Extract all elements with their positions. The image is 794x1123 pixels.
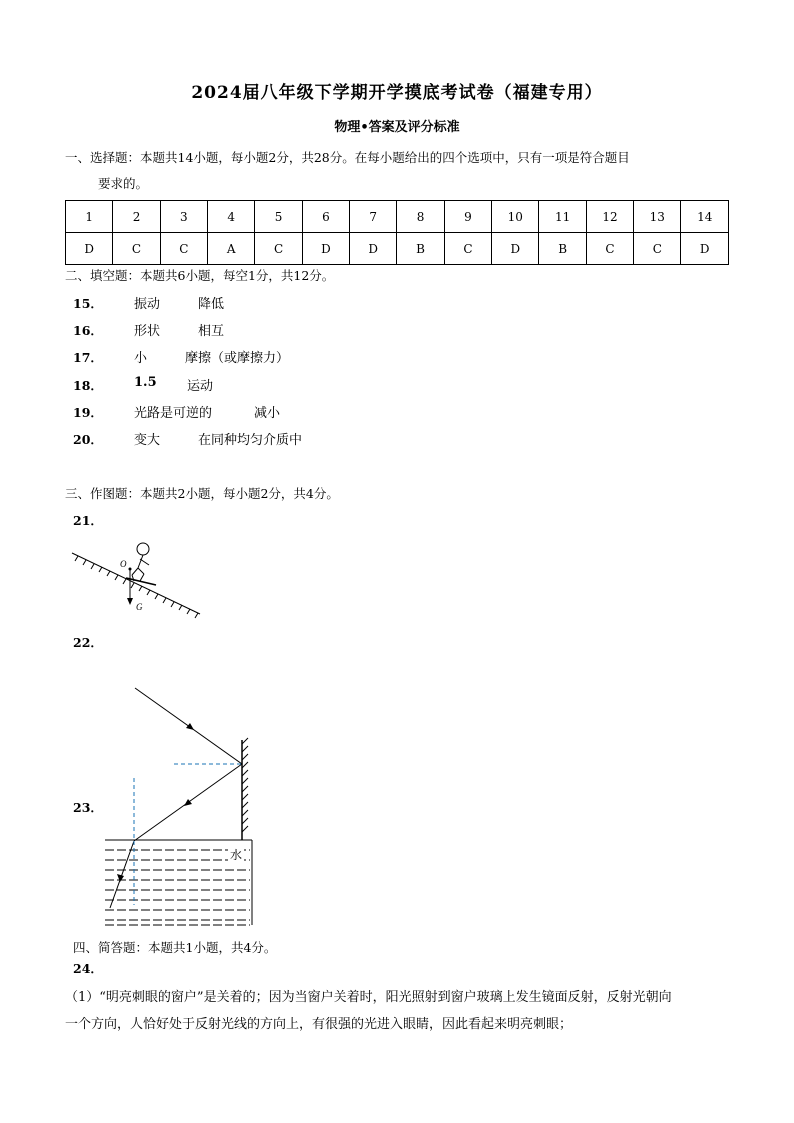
table-cell-number: 7 bbox=[350, 201, 397, 233]
section1-header: 一、选择题：本题共14小题，每小题2分，共28分。在每小题给出的四个选项中，只有一项是符合题目 bbox=[65, 150, 630, 165]
q17-answer-b: 摩擦（或摩擦力） bbox=[185, 351, 290, 366]
label-o: O bbox=[120, 559, 127, 569]
table-cell-answer: D bbox=[66, 233, 113, 265]
q16-answer-a: 形状 bbox=[134, 324, 161, 339]
q21-number: 21． bbox=[73, 513, 103, 528]
q19-answer-a: 光路是可逆的 bbox=[134, 406, 213, 421]
section3-header: 三、作图题：本题共2小题，每小题2分，共4分。 bbox=[65, 486, 339, 501]
table-cell-number: 4 bbox=[208, 201, 255, 233]
q20-answer-b: 在同种均匀介质中 bbox=[198, 433, 303, 448]
q22-q23-diagram bbox=[100, 680, 260, 930]
refracted-ray bbox=[110, 841, 134, 908]
q16-answer-b: 相互 bbox=[198, 324, 225, 339]
q24-answer-line2: 一个方向，人恰好处于反射光线的方向上，有很强的光进入眼睛，因此看起来明亮刺眼； bbox=[65, 1017, 573, 1032]
label-g: G bbox=[136, 602, 143, 612]
incident-arrow-icon bbox=[186, 723, 194, 730]
normal-lines bbox=[134, 764, 242, 905]
q20-number: 20． bbox=[73, 432, 103, 447]
table-cell-number: 6 bbox=[302, 201, 349, 233]
q17-number: 17． bbox=[73, 350, 103, 365]
table-cell-number: 2 bbox=[113, 201, 160, 233]
table-cell-answer: A bbox=[208, 233, 255, 265]
page-subtitle: 物理•答案及评分标准 bbox=[334, 120, 460, 135]
q15-answer-b: 降低 bbox=[198, 297, 225, 312]
page-title: 2024届八年级下学期开学摸底考试卷（福建专用） bbox=[191, 83, 603, 103]
q19-number: 19． bbox=[73, 405, 103, 420]
q24-answer-line1: （1）“明亮刺眼的窗户”是关着的；因为当窗户关着时，阳光照射到窗户玻璃上发生镜面反射，反射光朝向 bbox=[65, 990, 672, 1005]
center-of-gravity-dot bbox=[129, 568, 132, 571]
q24-number: 24． bbox=[73, 961, 103, 976]
section2-header: 二、填空题：本题共6小题，每空1分，共12分。 bbox=[65, 268, 335, 283]
table-cell-number: 11 bbox=[539, 201, 586, 233]
table-cell-answer: D bbox=[350, 233, 397, 265]
section4-header: 四、简答题：本题共1小题，共4分。 bbox=[73, 940, 277, 955]
answer-table-answers-row bbox=[66, 233, 729, 265]
table-cell-number: 13 bbox=[634, 201, 681, 233]
q17-answer-a: 小 bbox=[134, 351, 148, 366]
water-label: 水 bbox=[230, 848, 243, 862]
table-cell-answer: D bbox=[681, 233, 729, 265]
table-cell-answer: C bbox=[255, 233, 302, 265]
q18-answer-a: 1.5 bbox=[134, 375, 157, 390]
table-cell-answer: C bbox=[586, 233, 633, 265]
gravity-arrow-head bbox=[127, 598, 133, 605]
table-cell-number: 5 bbox=[255, 201, 302, 233]
table-cell-answer: D bbox=[302, 233, 349, 265]
q18-answer-b: 运动 bbox=[187, 379, 214, 394]
table-cell-number: 1 bbox=[66, 201, 113, 233]
table-cell-number: 8 bbox=[397, 201, 444, 233]
q19-answer-b: 减小 bbox=[254, 406, 281, 421]
table-cell-answer: C bbox=[113, 233, 160, 265]
table-cell-answer: B bbox=[397, 233, 444, 265]
refracted-arrow-icon bbox=[117, 874, 124, 882]
q15-answer-a: 振动 bbox=[134, 297, 161, 312]
table-cell-answer: D bbox=[492, 233, 539, 265]
q15-number: 15． bbox=[73, 296, 103, 311]
q22-number: 22． bbox=[73, 635, 103, 650]
q20-answer-a: 变大 bbox=[134, 433, 161, 448]
answer-table bbox=[65, 200, 729, 265]
q23-number: 23． bbox=[73, 800, 103, 815]
q16-number: 16． bbox=[73, 323, 103, 338]
table-cell-number: 10 bbox=[492, 201, 539, 233]
table-cell-number: 12 bbox=[586, 201, 633, 233]
answer-table-numbers-row bbox=[66, 201, 729, 233]
section1-header-cont: 要求的。 bbox=[98, 176, 149, 191]
table-cell-answer: B bbox=[539, 233, 586, 265]
table-cell-number: 9 bbox=[444, 201, 491, 233]
table-cell-answer: C bbox=[444, 233, 491, 265]
mirror-hatching bbox=[242, 738, 248, 832]
q21-diagram bbox=[70, 535, 210, 620]
table-cell-number: 3 bbox=[160, 201, 207, 233]
table-cell-number: 14 bbox=[681, 201, 729, 233]
table-cell-answer: C bbox=[634, 233, 681, 265]
q18-number: 18． bbox=[73, 378, 103, 393]
table-cell-answer: C bbox=[160, 233, 207, 265]
